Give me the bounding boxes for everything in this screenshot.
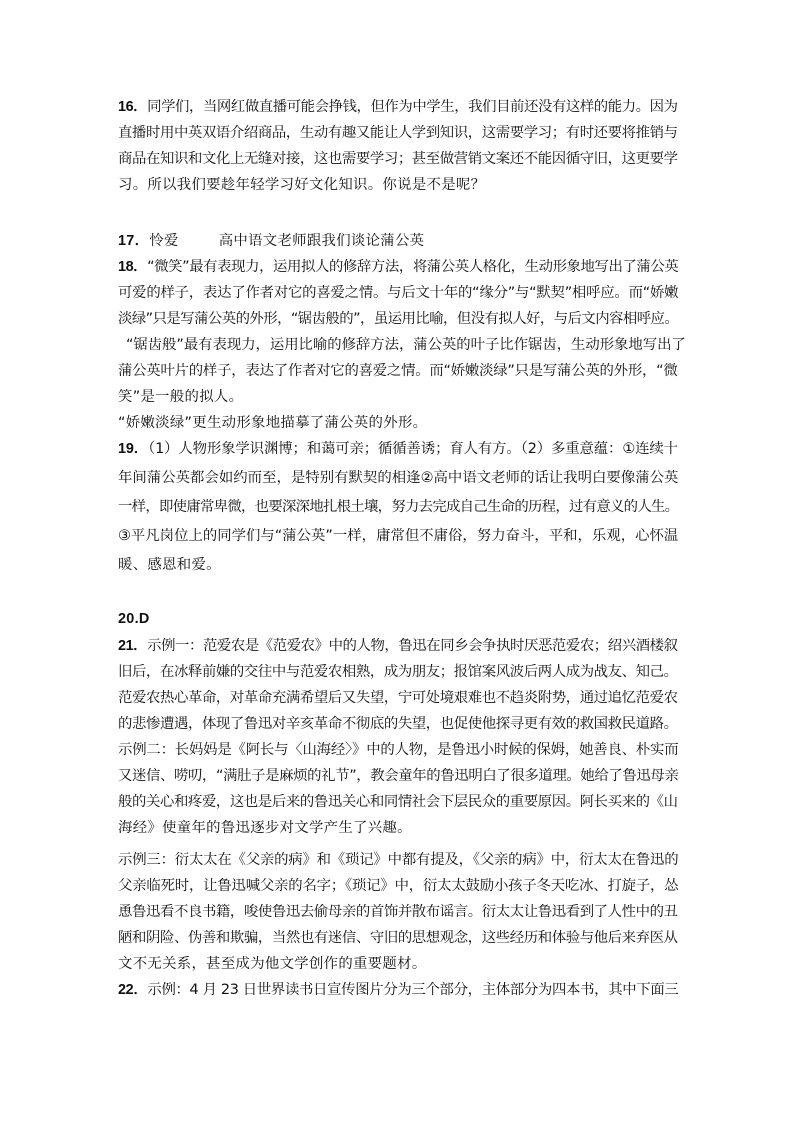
q19-line-4: ③平凡岗位上的同学们与“蒲公英”一样，庸常但不庸俗，努力奋斗，平和，乐观，心怀温 <box>118 528 679 544</box>
q16-line-2: 直播时用中英双语介绍商品，生动有趣又能让人学到知识，这需要学习；有时还要将推销与 <box>118 125 678 141</box>
q19-number: 19． <box>118 441 149 457</box>
q18-line-2: 可爱的样子，表达了作者对它的喜爱之情。与后文十年的“缘分”与“默契”相呼应。而“娇嫩 <box>118 285 679 301</box>
q16-line-4: 习。所以我们要趁年轻学习好文化知识。你说是不是呢？ <box>118 177 486 193</box>
q21-line-5: 示例二：长妈妈是《阿长与〈山海经〉》中的人物，是鲁迅小时候的保姆，她善良、朴实而 <box>118 742 679 758</box>
q17-answer-a: 怜爱 <box>149 233 179 249</box>
q16-number: 16． <box>118 99 148 115</box>
q19-line-5: 暖、感恩和爱。 <box>118 557 221 573</box>
q21-line-4: 的悲惨遭遇，体现了鲁迅对辛亥革命不彻底的失望，也促使他探寻更有效的救国救民道路。 <box>118 716 678 732</box>
q18-line-7: “娇嫩淡绿”更生动形象地描摹了蒲公英的外形。 <box>118 415 428 431</box>
q21-line-2: 旧后，在冰释前嫌的交往中与范爱农相熟，成为朋友；报馆案风波后两人成为战友、知己。 <box>118 664 678 680</box>
q18-line-3: 淡绿”只是写蒲公英的外形，“锯齿般的”，虽运用比喻，但没有拟人好，与后文内容相呼应。 <box>118 311 679 327</box>
q16-line-1: 16．同学们，当网红做直播可能会挣钱，但作为中学生，我们目前还没有这样的能力。因为 <box>118 99 678 115</box>
q18-line-5: 蒲公英叶片的样子，表达了作者对它的喜爱之情。而“娇嫩淡绿”只是写蒲公英的外形，“微 <box>118 363 678 379</box>
q21-line-3: 范爱农热心革命，对革命充满希望后又失望，宁可处境艰难也不趋炎附势，通过追忆范爱农 <box>118 690 678 706</box>
q18-line-1: 18．“微笑”最有表现力，运用拟人的修辞方法，将蒲公英人格化，生动形象地写出了蒲公英 <box>118 259 679 275</box>
q17-number: 17． <box>118 233 150 249</box>
q18-line-4: “锯齿般”最有表现力，运用比喻的修辞方法，蒲公英的叶子比作锯齿，生动形象地写出了 <box>126 337 686 353</box>
q19-line-2: 年间蒲公英都会如约而至，是特别有默契的相逢②高中语文老师的话让我明白要像蒲公英 <box>118 470 679 486</box>
q20-answer: 20.D <box>118 611 150 627</box>
q17-answer-b: 高中语文老师跟我们谈论蒲公英 <box>218 233 425 249</box>
q21-line-11: 恿鲁迅看不良书籍，唆使鲁迅去偷母亲的首饰并散布谣言。衍太太让鲁迅看到了人性中的丑 <box>118 904 678 920</box>
q21-line-13: 文不无关系，甚至成为他文学创作的重要题材。 <box>118 956 427 972</box>
q21-line-8: 海经》使童年的鲁迅逐步对文学产生了兴趣。 <box>118 820 412 836</box>
q18-number: 18． <box>118 259 148 275</box>
q21-line-12: 陋和阴险、伪善和欺骗，当然也有迷信、守旧的思想观念，这些经历和体验与他后来弃医从 <box>118 930 678 946</box>
q21-number: 21． <box>118 638 148 654</box>
q21-line-10: 父亲临死时，让鲁迅喊父亲的名字；《琐记》中，衍太太鼓励小孩子冬天吃冰、打旋子，怂 <box>118 878 679 894</box>
q18-line-6: 笑”是一般的拟人。 <box>118 389 244 405</box>
q17-line <box>118 231 678 251</box>
q21-line-6: 又迷信、唠叨，“满肚子是麻烦的礼节”，教会童年的鲁迅明白了很多道理。她给了鲁迅母亲 <box>118 768 679 784</box>
q22-line-1: 22．示例：4 月 23 日世界读书日宣传图片分为三个部分，主体部分为四本书，其中下面三 <box>118 982 679 998</box>
q21-line-1: 21．示例一：范爱农是《范爱农》中的人物，鲁迅在同乡会争执时厌恶范爱农；绍兴酒楼叙 <box>118 638 678 654</box>
q22-number: 22． <box>118 982 148 998</box>
q16-line-3: 商品在知识和文化上无缝对接，这也需要学习；甚至做营销文案还不能因循守旧，这更要学 <box>118 151 678 167</box>
q19-line-3: 一样，即使庸常卑微，也要深深地扎根土壤，努力去完成自己生命的历程，过有意义的人生。 <box>118 499 679 515</box>
q21-line-9: 示例三：衍太太在《父亲的病》和《琐记》中都有提及，《父亲的病》中，衍太太在鲁迅的 <box>118 852 679 868</box>
q21-line-7: 般的关心和疼爱，这也是后来的鲁迅关心和同情社会下层民众的重要原因。阿长买来的《山 <box>118 794 678 810</box>
q19-line-1: 19．（1）人物形象学识渊博；和蔼可亲；循循善诱；育人有方。（2）多重意蕴：①连续十 <box>118 441 678 457</box>
